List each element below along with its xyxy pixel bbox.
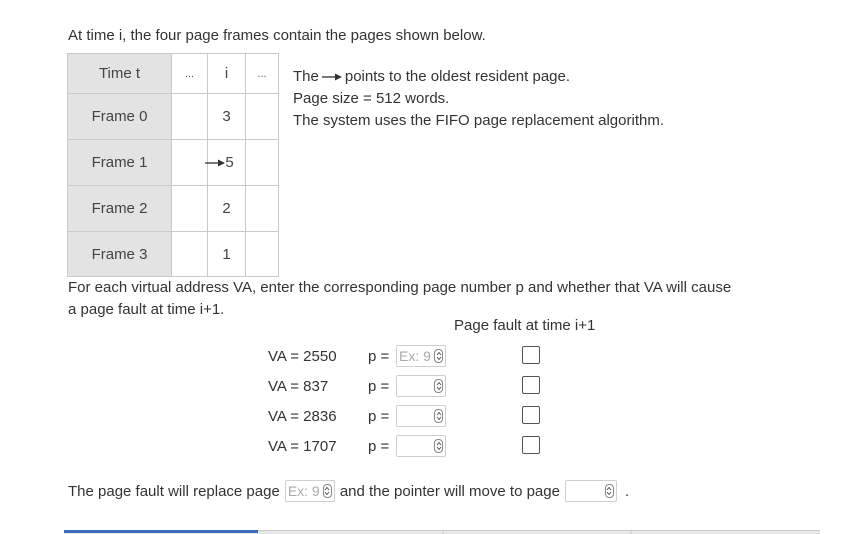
table-header-row — [68, 54, 279, 94]
empty-cell — [172, 94, 208, 140]
page-fault-checkbox[interactable] — [522, 346, 540, 364]
empty-cell — [246, 186, 279, 232]
spinner-arrows-icon[interactable] — [434, 409, 443, 423]
bottom-progress-bar — [0, 530, 865, 534]
note-pointer — [293, 66, 664, 88]
va-row — [268, 374, 446, 398]
replace-page-text: The page fault will replace page — [68, 482, 280, 500]
empty-cell — [172, 232, 208, 277]
pointer-move-text: and the pointer will move to page — [339, 482, 560, 500]
frame-page-value: 5 — [225, 154, 234, 172]
va-row — [268, 434, 446, 458]
frame-page-value: 3 — [208, 94, 246, 140]
page-number-input[interactable] — [396, 405, 446, 427]
p-label: p = — [368, 347, 390, 365]
frame-label: Frame 2 — [68, 186, 172, 232]
p-label: p = — [368, 377, 390, 395]
va-label: VA = 1707 — [268, 437, 337, 455]
note-algorithm: The system uses the FIFO page replacement algorithm. — [293, 112, 664, 129]
header-ellipsis-left: ... — [172, 54, 208, 94]
va-label: VA = 837 — [268, 377, 329, 395]
page-fault-checkbox[interactable] — [522, 436, 540, 454]
spinner-arrows-icon[interactable] — [605, 484, 614, 498]
page-number-input[interactable] — [396, 435, 446, 457]
page-fault-checkbox[interactable] — [522, 376, 540, 394]
notes — [293, 66, 664, 132]
spinner-arrows-icon[interactable] — [434, 349, 443, 363]
table-row — [68, 140, 279, 186]
header-time-t: Time t — [68, 54, 172, 94]
frame-label: Frame 1 — [68, 140, 172, 186]
table-row — [68, 186, 279, 232]
pointer-page-input[interactable] — [565, 480, 617, 502]
frame-page-value-oldest — [208, 140, 246, 186]
replaced-page-placeholder: Ex: 9 — [287, 483, 320, 499]
frame-page-value: 2 — [208, 186, 246, 232]
note-page-size: Page size = 512 words. — [293, 90, 450, 107]
instructions: For each virtual address VA, enter the corresponding page number p and whether that VA will cause a page fault at time i+1. — [68, 279, 732, 318]
spinner-arrows-icon[interactable] — [434, 379, 443, 393]
frames-table — [67, 53, 279, 277]
va-label: VA = 2550 — [268, 347, 337, 365]
page-number-input[interactable] — [396, 375, 446, 397]
page-fault-checkbox[interactable] — [522, 406, 540, 424]
sentence-period: . — [624, 482, 630, 500]
frame-page-value: 1 — [208, 232, 246, 277]
spinner-arrows-icon[interactable] — [323, 484, 332, 498]
empty-cell — [246, 94, 279, 140]
header-ellipsis-right: ... — [246, 54, 279, 94]
frame-label: Frame 0 — [68, 94, 172, 140]
intro-text: At time i, the four page frames contain the pages shown below. — [68, 27, 486, 44]
va-row — [268, 344, 446, 368]
frame-label: Frame 3 — [68, 232, 172, 277]
pointer-arrow-icon — [322, 73, 342, 81]
empty-cell — [172, 186, 208, 232]
page-number-input[interactable] — [396, 345, 446, 367]
p-label: p = — [368, 407, 390, 425]
replacement-sentence — [68, 480, 629, 502]
va-label: VA = 2836 — [268, 407, 337, 425]
page-fault-header: Page fault at time i+1 — [454, 317, 596, 334]
page-number-placeholder: Ex: 9 — [399, 348, 431, 364]
note-pointer-prefix: The — [293, 68, 319, 85]
table-row — [68, 94, 279, 140]
replaced-page-input[interactable] — [285, 480, 335, 502]
progress-segment-active — [64, 530, 258, 533]
va-row — [268, 404, 446, 428]
note-pointer-suffix: points to the oldest resident page. — [344, 68, 571, 85]
empty-cell — [246, 232, 279, 277]
p-label: p = — [368, 437, 390, 455]
table-row — [68, 232, 279, 277]
empty-cell — [172, 140, 208, 186]
oldest-pointer-arrow-icon — [205, 159, 225, 167]
header-time-i: i — [208, 54, 246, 94]
spinner-arrows-icon[interactable] — [434, 439, 443, 453]
empty-cell — [246, 140, 279, 186]
